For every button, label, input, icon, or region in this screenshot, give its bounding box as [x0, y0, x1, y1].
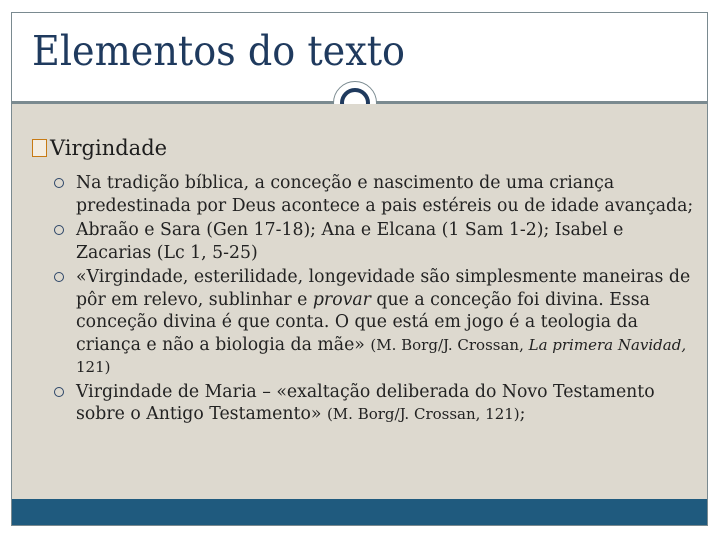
citation: 121) [76, 358, 111, 376]
list-item [54, 172, 694, 217]
citation-title: La primera Navidad, [528, 335, 687, 354]
footer-band [12, 499, 707, 525]
list-item [54, 381, 694, 426]
list-item [54, 219, 694, 264]
bullet-emphasis: provar [312, 289, 371, 310]
citation: (M. Borg/J. Crossan, [370, 335, 529, 354]
circle-bullet-icon [54, 387, 64, 397]
circle-bullet-icon [54, 225, 64, 235]
bullet-text: Virgindade de Maria – «exaltação deliberada do Novo Testamento sobre o Antigo Testamento» [76, 381, 655, 424]
bullet-text: que a conceção foi divina. Essa conceção divina é que conta. O que está em jogo é a teologia da criança e não a biologia da mãe» [76, 289, 650, 355]
bullet-text: Na tradição bíblica, a conceção e nascimento de uma criança predestinada por Deus acontece a pais estéreis ou de idade avançada; [76, 173, 694, 216]
slide [11, 12, 708, 526]
slide-title: Elementos do texto [32, 27, 406, 75]
content-area [12, 104, 707, 500]
bullet-list [54, 172, 694, 428]
bullet-text: «Virgindade, esterilidade, longevidade são simplesmente maneiras de pôr em relevo, sublinhar e [76, 267, 691, 310]
bullet-text: ; [519, 404, 526, 424]
list-item [54, 266, 694, 379]
square-bullet-icon [32, 139, 47, 157]
section-heading [32, 136, 167, 160]
section-heading-text: Virgindade [50, 136, 168, 160]
citation: (M. Borg/J. Crossan, 121) [326, 405, 520, 423]
circle-bullet-icon [54, 272, 64, 282]
bullet-text: Abraão e Sara (Gen 17-18); Ana e Elcana (1 Sam 1-2); Isabel e Zacarias (Lc 1, 5-25) [76, 220, 624, 263]
circle-bullet-icon [54, 178, 64, 188]
